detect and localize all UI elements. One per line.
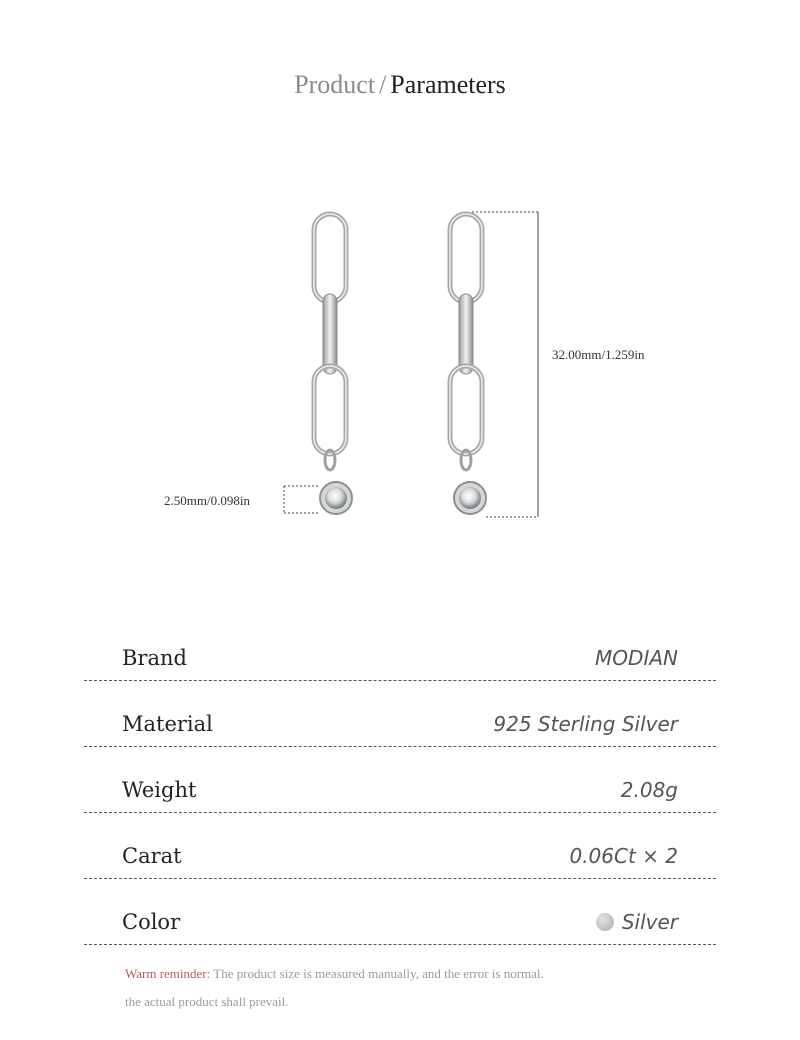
param-row-brand [84, 630, 716, 681]
param-label: Material [122, 712, 213, 736]
param-row-carat [84, 813, 716, 879]
param-label: Carat [122, 844, 182, 868]
page-title [0, 70, 800, 100]
param-value [596, 910, 678, 934]
param-label: Color [122, 910, 181, 934]
stone-size-dimension [284, 486, 320, 513]
reminder-line-2: the actual product shall prevail. [125, 994, 289, 1009]
title-parameters: Parameters [390, 70, 506, 99]
product-figure [0, 190, 800, 540]
color-swatch-icon [596, 913, 614, 931]
color-value: Silver [621, 910, 678, 934]
param-label: Brand [122, 646, 187, 670]
right-earring [450, 214, 486, 514]
param-value: 925 Sterling Silver [493, 712, 678, 736]
param-row-material [84, 681, 716, 747]
parameters-table [84, 630, 716, 945]
title-separator: / [379, 70, 387, 99]
param-label: Weight [122, 778, 197, 802]
param-value: 0.06Ct × 2 [569, 844, 678, 868]
length-label: 32.00mm/1.259in [552, 347, 645, 362]
param-row-color [84, 879, 716, 945]
reminder-text-1: The product size is measured manually, and the error is normal. [213, 966, 544, 981]
title-product: Product [294, 70, 376, 99]
earrings-illustration [0, 190, 800, 540]
param-row-weight [84, 747, 716, 813]
reminder-line-1 [125, 960, 725, 988]
stone-size-label: 2.50mm/0.098in [164, 493, 250, 508]
left-earring [314, 214, 352, 514]
param-value: 2.08g [620, 778, 678, 802]
param-value: MODIAN [595, 646, 678, 670]
reminder-key: Warm reminder: [125, 966, 211, 981]
warm-reminder [125, 960, 725, 1016]
